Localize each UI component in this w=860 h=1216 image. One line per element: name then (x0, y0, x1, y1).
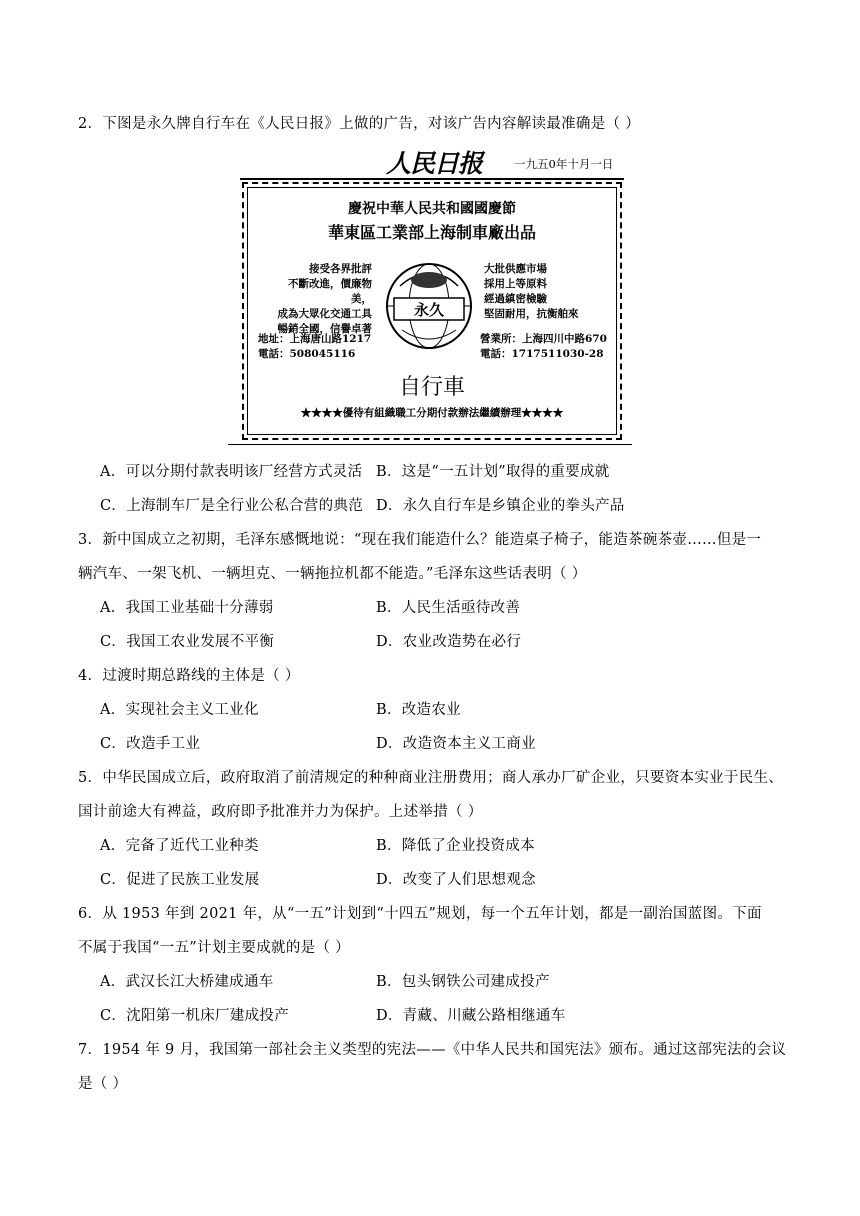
ad-shop: 營業所：上海四川中路670 (480, 333, 607, 345)
q3-option-d[interactable]: D．农业改造势在必行 (376, 634, 522, 650)
ad-address-block (258, 332, 371, 362)
ad-phone: 電話：508045116 (258, 348, 356, 360)
ad-left-line: 不斷改進，價廉物美， (288, 278, 372, 305)
q2-option-d[interactable]: D．永久自行车是乡镇企业的拳头产品 (376, 498, 625, 514)
question-5-stem-line-1: 5．中华民国成立后，政府取消了前清规定的种种商业注册费用；商人承办厂矿企业，只要资本实业于民生、 (78, 770, 784, 786)
question-3-stem-line-1: 3．新中国成立之初期，毛泽东感慨地说：“现在我们能造什么？能造桌子椅子，能造茶碗茶壶……但是一 (78, 532, 762, 548)
q6-option-d[interactable]: D．青藏、川藏公路相继通车 (376, 1008, 566, 1024)
question-5-stem-line-2: 国计前途大有裨益，政府即予批准并力为保护。上述举措（ ） (78, 804, 483, 820)
question-6-stem-line-1: 6．从 1953 年到 2021 年，从“一五”计划到“十四五”规划，每一个五年计划，都是一副治国蓝图。下面 (78, 906, 762, 922)
q5-option-d[interactable]: D．改变了人们思想观念 (376, 872, 536, 888)
q5-option-c[interactable]: C．促进了民族工业发展 (100, 872, 260, 888)
question-6-stem-line-2: 不属于我国“一五”计划主要成就的是（ ） (78, 940, 350, 956)
q4-option-c[interactable]: C．改造手工业 (100, 736, 201, 752)
q3-option-b[interactable]: B．人民生活亟待改善 (376, 600, 521, 616)
q2-option-c[interactable]: C．上海制车厂是全行业公私合营的典范 (100, 498, 363, 514)
q2-option-a[interactable]: A．可以分期付款表明该厂经营方式灵活 (100, 464, 363, 480)
ad-address: 地址：上海唐山路1217 (258, 333, 372, 345)
ad-frame (242, 182, 622, 440)
question-2-stem: 2．下图是永久牌自行车在《人民日报》上做的广告，对该广告内容解读最准确是（ ） (78, 116, 641, 132)
ad-product-name: 自行車 (398, 375, 465, 400)
ad-shop-block (480, 332, 607, 362)
ad-date: 一九五0年十月一日 (514, 157, 614, 171)
q6-option-a[interactable]: A．武汉长江大桥建成通车 (100, 974, 274, 990)
ad-left-text (268, 262, 372, 337)
q6-option-c[interactable]: C．沈阳第一机床厂建成投产 (100, 1008, 289, 1024)
ad-right-line: 大批供應市場 (484, 263, 547, 275)
q3-option-a[interactable]: A．我国工业基础十分薄弱 (100, 600, 274, 616)
ad-right-line: 堅固耐用，抗衡舶來 (484, 308, 579, 320)
q4-option-a[interactable]: A．实现社会主义工业化 (100, 702, 259, 718)
ad-left-line: 暢銷全國，信譽卓著 (277, 323, 372, 335)
newspaper-advertisement-figure (226, 142, 632, 448)
logo-text: 永久 (413, 301, 445, 319)
q5-option-b[interactable]: B．降低了企业投资成本 (376, 838, 535, 854)
q6-option-b[interactable]: B．包头钢铁公司建成投产 (376, 974, 550, 990)
question-7-stem-line-2: 是（ ） (78, 1076, 128, 1092)
ad-headline-1: 慶祝中華人民共和國國慶節 (348, 201, 516, 217)
q4-option-b[interactable]: B．改造农业 (376, 702, 461, 718)
figure-bottom-rule (228, 444, 632, 445)
q3-option-c[interactable]: C．我国工农业发展不平衡 (100, 634, 275, 650)
ad-headline-2: 華東區工業部上海制車廠出品 (327, 223, 536, 242)
question-7-stem-line-1: 7．1954 年 9 月，我国第一部社会主义类型的宪法——《中华人民共和国宪法》颁布。通过这部宪法的会议 (78, 1042, 787, 1058)
q4-option-d[interactable]: D．改造资本主义工商业 (376, 736, 536, 752)
masthead-rule (240, 178, 624, 180)
ad-right-line: 經過縝密檢驗 (484, 293, 547, 305)
newspaper-masthead: 人民日报 (386, 149, 483, 178)
ad-shop-phone: 電話：1717511030-28 (480, 348, 604, 360)
ad-right-line: 採用上等原料 (484, 278, 547, 290)
yongjiu-globe-logo-icon (378, 258, 480, 354)
ad-right-text (484, 262, 579, 322)
ad-left-line: 成為大眾化交通工具 (277, 308, 372, 320)
question-3-stem-line-2: 辆汽车、一架飞机、一辆坦克、一辆拖拉机都不能造。”毛泽东这些话表明（ ） (78, 566, 587, 582)
q5-option-a[interactable]: A．完备了近代工业种类 (100, 838, 259, 854)
ad-footer: ★★★★優待有組織職工分期付款辦法繼續辦理★★★★ (300, 407, 564, 419)
ad-left-line: 接受各界批評 (309, 263, 372, 275)
q2-option-b[interactable]: B．这是“一五计划”取得的重要成就 (376, 464, 610, 480)
question-4-stem: 4．过渡时期总路线的主体是（ ） (78, 668, 300, 684)
